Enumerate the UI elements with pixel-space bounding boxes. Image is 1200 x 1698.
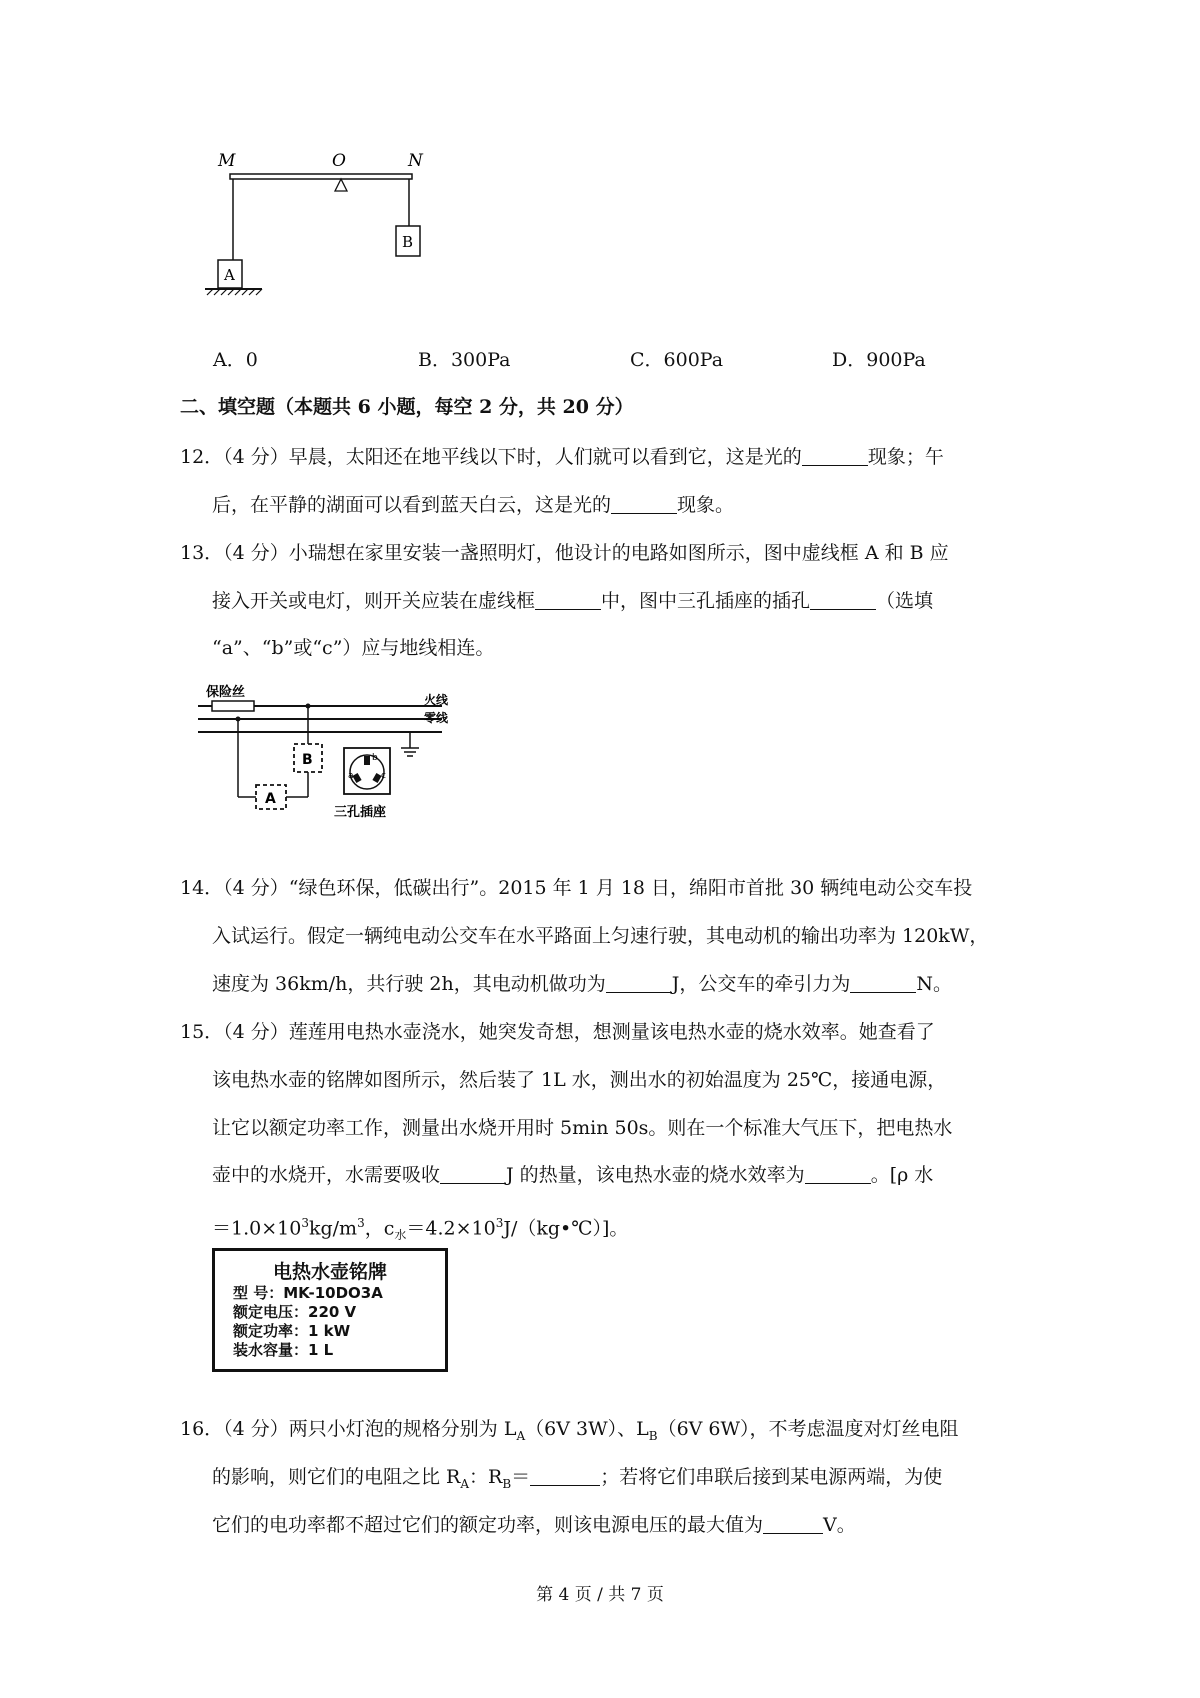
option-c <box>630 349 723 371</box>
q13-text: 接入开关或电灯，则开关应装在虚线框 <box>212 590 536 612</box>
option-b-letter: B． <box>418 349 451 371</box>
q15-text: J/（kg•℃）]。 <box>503 1217 629 1240</box>
section-title: 二、填空题（本题共 6 小题，每空 2 分，共 20 分） <box>180 396 634 418</box>
nameplate-row: 装水容量：1 L <box>233 1341 334 1359</box>
option-a-text: 0 <box>245 349 258 371</box>
answer-blank[interactable] <box>611 495 677 514</box>
option-a-letter: A． <box>213 349 246 371</box>
socket-c: c <box>381 771 386 781</box>
circuit-figure <box>198 682 458 832</box>
q15-text: kg/m <box>308 1217 358 1240</box>
subscript: A <box>460 1476 470 1491</box>
q15-text: ，c <box>364 1217 395 1240</box>
nameplate-title: 电热水壶铭牌 <box>272 1261 387 1283</box>
q15-line4 <box>212 1164 933 1186</box>
answer-blank[interactable] <box>805 1165 871 1184</box>
option-b <box>418 349 511 371</box>
q14-text: N。 <box>916 973 953 995</box>
q12-text: 后，在平静的湖面可以看到蓝天白云，这是光的 <box>212 494 612 516</box>
q13-line2 <box>212 590 933 612</box>
socket-a: a <box>348 771 354 781</box>
answer-blank[interactable] <box>850 974 916 993</box>
q13-line3: “a”、“b”或“c”）应与地线相连。 <box>212 637 495 659</box>
q14-text: J，公交车的牵引力为 <box>671 973 851 995</box>
q16-text: ＝ <box>511 1466 531 1488</box>
q14-text: 速度为 36km/h，共行驶 2h，其电动机做功为 <box>212 973 606 995</box>
q13-text: （选填 <box>876 590 934 612</box>
live-label: 火线 <box>424 693 449 707</box>
option-b-text: 300Pa <box>450 349 511 371</box>
q14-line3 <box>212 973 952 995</box>
q12-text: 现象；午 <box>867 446 944 468</box>
fuse <box>212 701 254 711</box>
q16-text: ；若将它们串联后接到某电源两端，为使 <box>600 1466 943 1488</box>
q14-line2: 入试运行。假定一辆纯电动公交车在水平路面上匀速行驶，其电动机的输出功率为 120kW， <box>212 925 989 947</box>
box-b-label: B <box>302 752 313 768</box>
q16-text: 它们的电功率都不超过它们的额定功率，则该电源电压的最大值为 <box>212 1514 764 1536</box>
option-c-text: 600Pa <box>663 349 724 371</box>
option-d <box>832 349 926 371</box>
q12-text: 12．（4 分）早晨，太阳还在地平线以下时，人们就可以看到它，这是光的 <box>180 446 802 468</box>
q14-line1: 14．（4 分）“绿色环保，低碳出行”。2015 年 1 月 18 日，绵阳市首批 30 辆纯电动公交车投 <box>180 877 973 899</box>
superscript: 3 <box>301 1216 309 1230</box>
answer-blank[interactable] <box>535 591 601 610</box>
subscript: B <box>502 1476 512 1491</box>
q16-text: （6V 6W），不考虑温度对灯丝电阻 <box>657 1418 959 1440</box>
fuse-label: 保险丝 <box>206 685 246 700</box>
q15-text: 壶中的水烧开，水需要吸收 <box>212 1164 441 1186</box>
socket-label: 三孔插座 <box>334 805 387 820</box>
subscript: 水 <box>394 1228 407 1243</box>
q13-text: 中，图中三孔插座的插孔 <box>601 590 811 612</box>
q15-text: ＝1.0×10 <box>212 1217 302 1240</box>
socket-b: b <box>372 753 378 763</box>
q16-text: 的影响，则它们的电阻之比 R <box>212 1466 461 1488</box>
answer-blank[interactable] <box>606 974 672 993</box>
answer-blank[interactable] <box>440 1165 506 1184</box>
box-a-label: A <box>265 791 276 807</box>
subscript: A <box>516 1428 526 1443</box>
label-o: O <box>332 151 346 171</box>
q13-line1: 13．（4 分）小瑞想在家里安装一盏照明灯，他设计的电路如图所示，图中虚线框 A 和 B 应 <box>180 542 949 564</box>
q12-line2 <box>212 494 734 516</box>
q16-text: （6V 3W）、L <box>525 1418 649 1440</box>
lever-figure <box>200 150 460 325</box>
answer-blank[interactable] <box>530 1467 600 1486</box>
label-n: N <box>408 151 423 171</box>
q16-text: 16．（4 分）两只小灯泡的规格分别为 L <box>180 1418 517 1440</box>
option-a <box>213 349 258 371</box>
q12-line1 <box>180 446 944 468</box>
q16-text: V。 <box>823 1514 856 1536</box>
q12-text: 现象。 <box>677 494 735 516</box>
option-d-letter: D． <box>832 349 867 371</box>
q16-line3 <box>212 1514 856 1536</box>
q15-line1: 15．（4 分）莲莲用电热水壶浇水，她突发奇想，想测量该电热水壶的烧水效率。她查看了 <box>180 1021 935 1043</box>
answer-blank[interactable] <box>810 591 876 610</box>
block-a-label: A <box>224 266 235 284</box>
nameplate-row: 额定功率：1 kW <box>233 1322 351 1340</box>
page-footer: 第 4 页 / 共 7 页 <box>536 1585 664 1605</box>
answer-blank[interactable] <box>763 1515 823 1534</box>
superscript: 3 <box>495 1216 504 1230</box>
subscript: B <box>648 1428 658 1443</box>
option-c-letter: C． <box>630 349 664 371</box>
q16-line2 <box>212 1466 942 1495</box>
fulcrum <box>335 179 347 191</box>
nameplate-row: 额定电压：220 V <box>233 1303 357 1321</box>
option-d-text: 900Pa <box>866 349 926 371</box>
neutral-label: 零线 <box>424 711 449 725</box>
q16-text: ：R <box>469 1466 503 1488</box>
nameplate-row: 型 号：MK-10DO3A <box>233 1284 383 1302</box>
q15-text: J 的热量，该电热水壶的烧水效率为 <box>506 1164 805 1186</box>
q15-line2: 该电热水壶的铭牌如图所示，然后装了 1L 水，测出水的初始温度为 25℃，接通电源， <box>212 1069 947 1091</box>
nameplate <box>212 1248 448 1372</box>
label-m: M <box>218 151 236 171</box>
q15-text: 。[ρ 水 <box>870 1164 934 1186</box>
q15-line5 <box>212 1212 628 1246</box>
lever-bar <box>230 174 412 179</box>
socket-hole-top <box>364 756 370 765</box>
q15-text: ＝4.2×10 <box>406 1217 496 1240</box>
q15-line3: 让它以额定功率工作，测量出水烧开用时 5min 50s。则在一个标准大气压下，把电热水 <box>212 1117 953 1139</box>
q16-line1 <box>180 1418 959 1447</box>
superscript: 3 <box>357 1216 365 1230</box>
block-b-label: B <box>402 233 414 251</box>
answer-blank[interactable] <box>802 447 868 466</box>
